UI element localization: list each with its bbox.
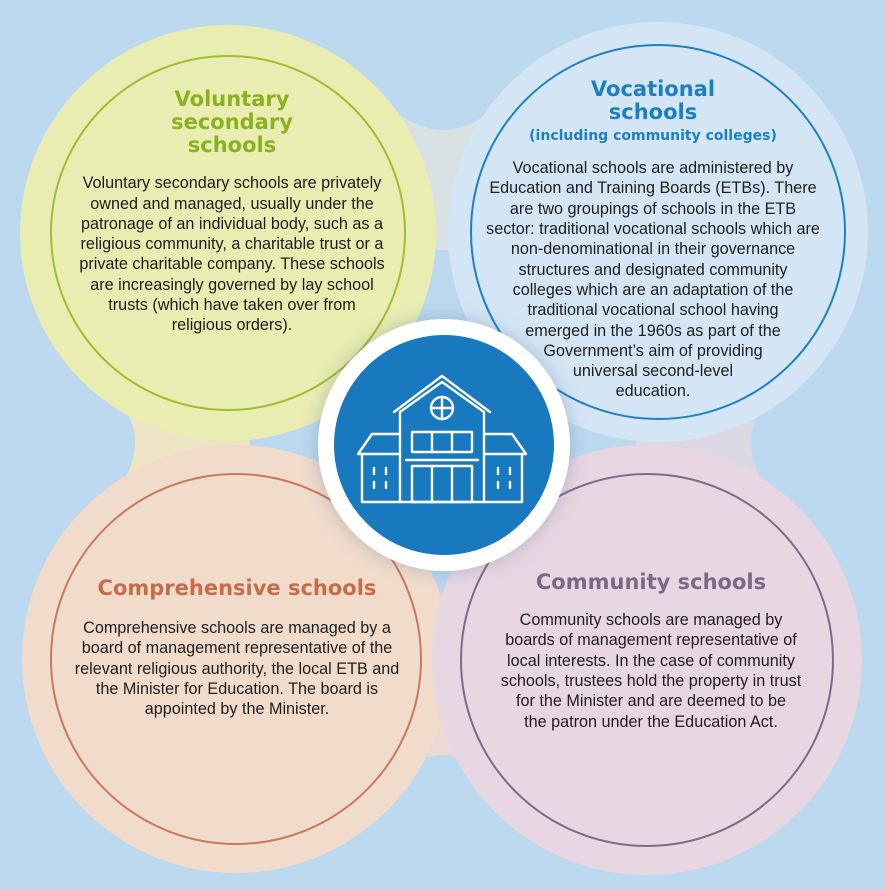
body-line: religious orders). (171, 316, 293, 335)
vocational-title (463, 78, 843, 124)
voluntary-title (62, 88, 402, 157)
body-line: universal second-level (572, 362, 734, 381)
body-line: local interests. In the case of community (507, 651, 795, 670)
body-line: the Minister for Education. The board is (95, 679, 379, 698)
voluntary-title-line: Voluntary (174, 87, 290, 111)
vocational-subtitle: (including community colleges) (529, 128, 777, 145)
body-line: for the Minister and are deemed to be (516, 692, 786, 711)
body-line: Education and Training Boards (ETBs). There (489, 179, 817, 198)
body-line: religious community, a charitable trust or a (80, 235, 384, 254)
body-line: Voluntary secondary schools are privately (82, 174, 382, 193)
comprehensive-title: Comprehensive schools (97, 576, 377, 600)
school-building-icon (354, 370, 530, 506)
body-line: relevant religious authority, the local ETB and (74, 659, 400, 678)
vocational-title-line: schools (608, 100, 698, 125)
body-line: traditional vocational school having (527, 301, 779, 320)
body-line: board of management representative of the (81, 639, 393, 658)
voluntary-title-line: secondary (171, 110, 293, 135)
body-line: owned and managed, usually under the (90, 194, 374, 213)
voluntary-title-line: schools (187, 133, 277, 158)
body-line: appointed by the Minister. (144, 700, 330, 719)
voluntary-body (62, 173, 402, 335)
community-title: Community schools (535, 570, 767, 594)
body-line: private charitable company. These schools (79, 255, 385, 274)
comprehensive-body (52, 618, 422, 719)
community-body (462, 610, 840, 732)
body-line: colleges which are an adaptation of the (512, 280, 794, 299)
body-line: boards of management representative of (505, 631, 797, 650)
body-line: sector: traditional vocational schools which are (486, 220, 820, 239)
body-line: schools, trustees hold the property in trust (500, 671, 802, 690)
community-text (462, 571, 840, 732)
voluntary-text (62, 88, 402, 336)
body-line: structures and designated community (518, 260, 788, 279)
body-line: trusts (which have taken over from (108, 296, 356, 315)
body-line: emerged in the 1960s as part of the (525, 321, 781, 340)
body-line: the patron under the Education Act. (524, 712, 778, 731)
body-line: Vocational schools are administered by (512, 159, 794, 178)
body-line: are increasingly governed by lay school (90, 275, 374, 294)
body-line: Comprehensive schools are managed by a (83, 619, 391, 638)
body-line: Government’s aim of providing (543, 341, 763, 360)
body-line: patronage of an individual body, such as a (80, 214, 384, 233)
comprehensive-text (52, 577, 422, 720)
body-line: education. (615, 382, 691, 401)
body-line: non-denominational in their governance (510, 240, 796, 259)
body-line: are two groupings of schools in the ETB (509, 199, 797, 218)
vocational-title-line: Vocational (590, 77, 716, 101)
body-line: Community schools are managed by (519, 611, 783, 630)
